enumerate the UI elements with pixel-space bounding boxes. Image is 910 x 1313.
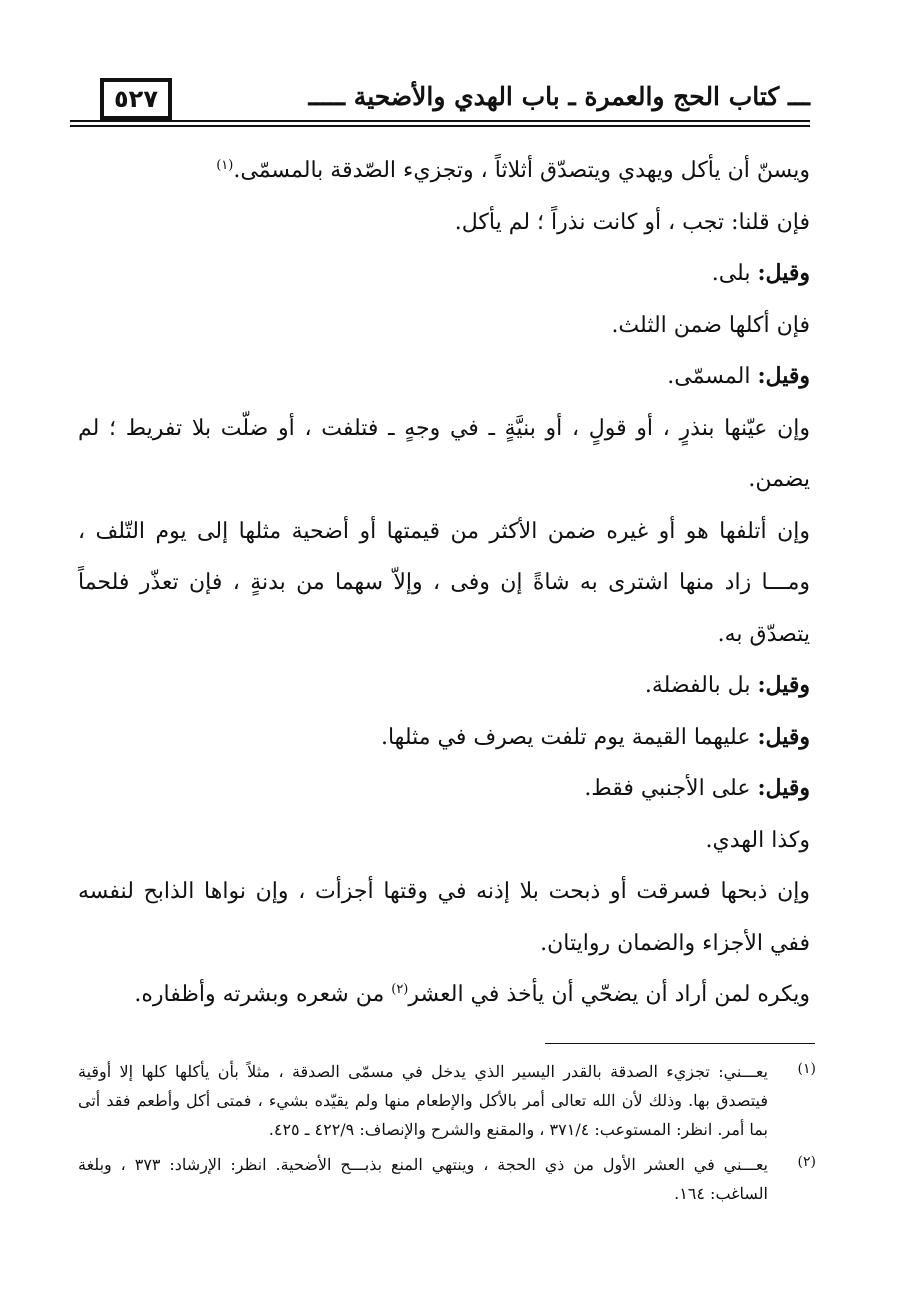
paragraph: ويكره لمن أراد أن يضحّي أن يأخذ في العشر$^{(٢)}$ من شعره وبشرته وأظفاره.	[134, 982, 810, 1007]
paragraph: وقيل: بل بالفضلة.	[644, 672, 810, 698]
paragraph: وإن ذبحها فسرقت أو ذبحت بلا إذنه في وقتها أجزأت ، وإن نواها الذابح لنفسه ففي الأجزاء والضمان روايتان.	[78, 879, 810, 956]
opinion-label: وقيل:	[757, 775, 810, 801]
paragraph: وكذا الهدي.	[705, 827, 810, 853]
paragraph: وقيل: على الأجنبي فقط.	[584, 775, 810, 801]
paragraph: فإن قلنا: تجب ، أو كانت نذراً ؛ لم يأكل.	[454, 209, 810, 235]
footnote-marker: (٢)	[797, 1154, 816, 1170]
footnotes	[78, 1057, 818, 1208]
page-number: ٥٢٧	[100, 78, 172, 120]
main-text	[78, 145, 810, 1021]
running-title: ـــ كتاب الحج والعمرة ـ باب الهدي والأضحية ـــــ	[308, 82, 810, 111]
paragraph: فإن أكلها ضمن الثلث.	[611, 312, 810, 338]
footnote-reference: (٢)	[391, 982, 409, 997]
paragraph: وقيل: عليهما القيمة يوم تلفت يصرف في مثلها.	[380, 723, 810, 750]
paragraph: وقيل: المسمّى.	[667, 363, 810, 389]
opinion-label: وقيل:	[757, 723, 810, 750]
header-rule	[70, 120, 810, 122]
paragraph: وإن عيّنها بنذرٍ ، أو قولٍ ، أو بنيَّةٍ ـ في وجهٍ ـ فتلفت ، أو ضلّت بلا تفريط ؛ لم يضمن.	[78, 415, 810, 492]
footnote-marker: (١)	[797, 1061, 816, 1077]
opinion-label: وقيل:	[757, 363, 810, 389]
footnote-text: يعـــني في العشر الأول من ذي الحجة ، وينتهي المنع بذبـــح الأضحية. انظر: الإرشاد: ٣٧٣ ، وبلغة الساغب: ١٦٤.	[78, 1155, 768, 1203]
footnote	[78, 1057, 818, 1144]
footnote-text: يعـــني: تجزيء الصدقة بالقدر اليسير الذي يدخل في مسمّى الصدقة ، مثلاً بأن يأكلها كلها إلا أوقية فيتصدق بها. وذلك لأن الله تعالى أمر بالأكل والإطعام منها ولم يقيّده بشيء ، فمتى أكل وأطعم فقد أتى بما أمر. انظر: المستوعب: ٣٧١/٤ ، والمقنع والشرح والإنصاف: ٤٢٢/٩ ـ ٤٢٥.	[78, 1062, 768, 1139]
footnote-reference: (١)	[216, 158, 234, 173]
footnote-separator	[545, 1043, 815, 1044]
paragraph: وإن أتلفها هو أو غيره ضمن الأكثر من قيمتها أو أضحية مثلها إلى يوم التّلف ، ومـــا زاد منها اشترى به شاةً إن وفى ، وإلاّ سهما من بدنةٍ ، فإن تعذّر فلحماً يتصدّق به.	[78, 518, 810, 647]
page-header	[70, 78, 810, 128]
opinion-label: وقيل:	[757, 260, 810, 286]
header-rule	[70, 125, 810, 127]
paragraph: ويسنّ أن يأكل ويهدي ويتصدّق أثلاثاً ، وتجزيء الصّدقة بالمسمّى.$^{(١)}$	[216, 158, 810, 183]
opinion-label: وقيل:	[757, 672, 810, 698]
footnote	[78, 1150, 818, 1208]
paragraph: وقيل: بلى.	[711, 260, 810, 286]
